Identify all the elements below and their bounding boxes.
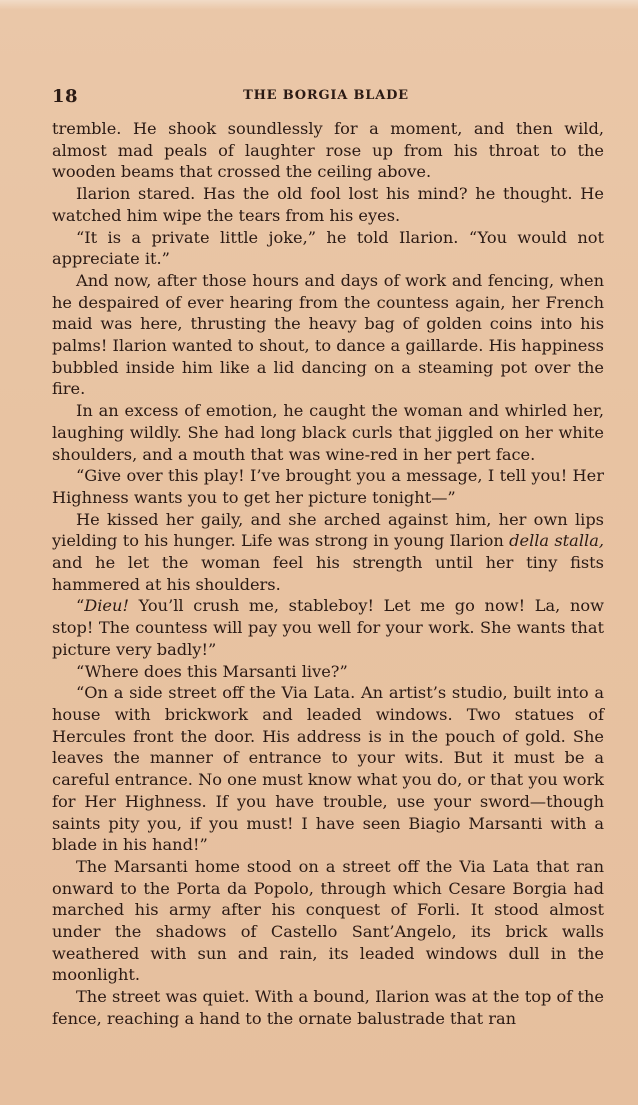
paragraph-7-end: and he let the woman feel his strength until her tiny fists hammered at his shoulders. [52,553,604,594]
paragraph-12: The street was quiet. With a bound, Ilarion was at the top of the fence, reaching a hand to the ornate balustrade that ran [52,987,604,1028]
paragraph-10: “On a side street off the Via Lata. An artist’s studio, built into a house with brickwork and leaded windows. Two statues of Hercules front the door. His address is in the pouch of gold. She leaves the manner of entrance to your wits. But it must be a careful entrance. No one must know what you do, or that you work for Her Highness. If you have trouble, use your sword—though saints pity you, if you must! I have seen Biagio Marsanti with a blade in his hand!” [52,683,604,855]
paragraph-8-start: “ [76,596,85,616]
paragraph-8-end: You’ll crush me, stableboy! Let me go now! La, now stop! The countess will pay you well for your work. She wants that picture very badly!” [52,596,604,659]
running-head-title: THE BORGIA BLADE [243,88,409,103]
paragraph-11: The Marsanti home stood on a street off the Via Lata that ran onward to the Porta da Popolo, through which Cesare Borgia had marched his army after his conquest of Forli. It stood almost under the shadows of Castello Sant’Angelo, its brick walls weathered with sun and rain, its leaded windows dull in the moonlight. [52,856,604,985]
paragraph-3: “It is a private little joke,” he told Ilarion. “You would not appreciate it.” [52,227,604,269]
page-header [52,86,600,108]
paragraph-5: In an excess of emotion, he caught the woman and whirled her, laughing wildly. She had long black curls that jiggled on her white shoulders, and a mouth that was wine-red in her pert face. [52,401,604,464]
page-number: 18 [52,86,79,107]
body-text [52,118,604,1030]
paragraph-1: tremble. He shook soundlessly for a moment, and then wild, almost mad peals of laughter rose up from his throat to the wooden beams that crossed the ceiling above. [52,119,604,182]
paragraph-9: “Where does this Marsanti live?” [76,661,348,681]
paragraph-8 [52,595,604,660]
paragraph-6: “Give over this play! I’ve brought you a message, I tell you! Her Highness wants you to get her picture tonight—” [52,466,604,507]
paragraph-7-start: He kissed her gaily, and she arched against him, her own lips yielding to his hunger. Life was strong in young Ilarion [52,509,604,551]
paragraph-8-italic: Dieu! [84,596,129,616]
page-edge [0,0,638,10]
paragraph-2: Ilarion stared. Has the old fool lost his mind? he thought. He watched him wipe the tears from his eyes. [52,184,604,225]
paragraph-4: And now, after those hours and days of work and fencing, when he despaired of ever hearing from the countess again, her French maid was here, thrusting the heavy bag of golden coins into his palms! Ilarion wanted to shout, to dance a gaillarde. His happiness bubbled inside him like a lid dancing on a steaming pot over the fire. [52,270,604,399]
paragraph-7 [52,509,604,596]
paragraph-7-italic: della stalla, [509,531,604,551]
